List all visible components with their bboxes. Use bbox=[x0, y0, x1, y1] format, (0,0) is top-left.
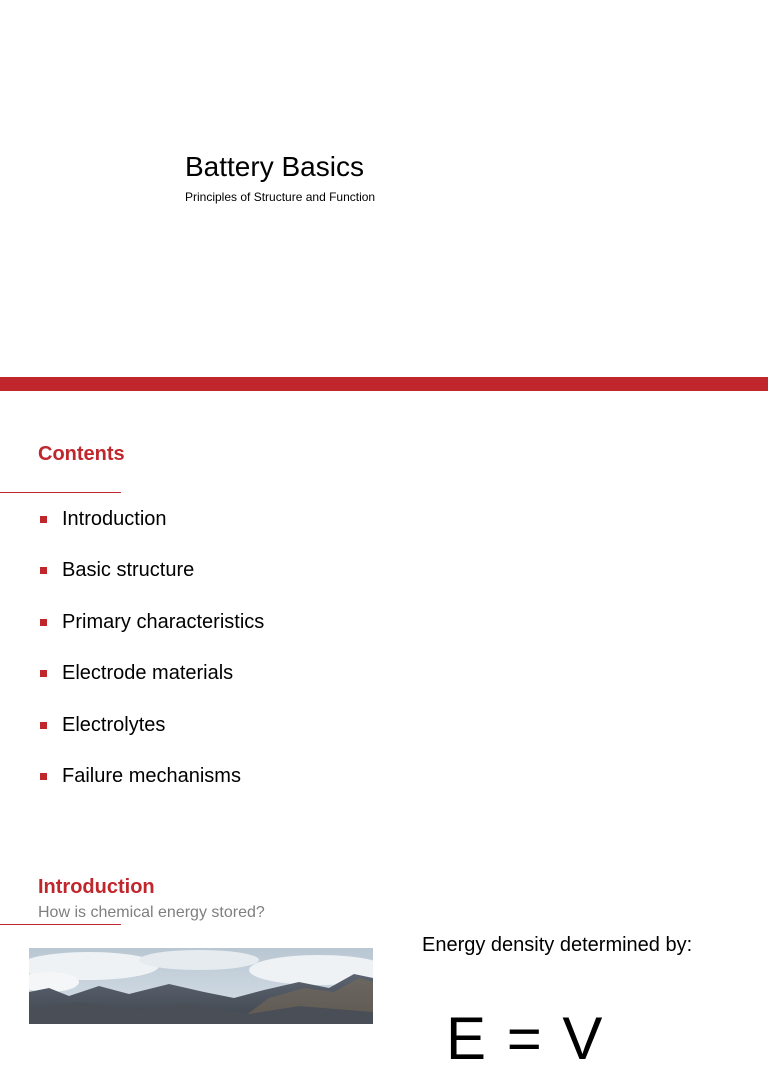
square-bullet-icon bbox=[40, 773, 47, 780]
contents-item-label: Electrode materials bbox=[62, 662, 234, 685]
mountain-landscape-image bbox=[29, 948, 373, 1024]
square-bullet-icon bbox=[40, 516, 47, 523]
square-bullet-icon bbox=[40, 670, 47, 677]
contents-heading: Contents bbox=[38, 443, 125, 465]
contents-item-label: Primary characteristics bbox=[62, 610, 265, 633]
contents-item-label: Failure mechanisms bbox=[62, 764, 241, 787]
introduction-subheading: How is chemical energy stored? bbox=[38, 904, 265, 921]
slide-subtitle: Principles of Structure and Function bbox=[185, 190, 376, 204]
introduction-heading: Introduction bbox=[38, 876, 155, 898]
slide-divider-bar bbox=[0, 377, 768, 391]
energy-density-text: Energy density determined by: bbox=[422, 934, 693, 956]
introduction-heading-rule bbox=[0, 924, 121, 925]
energy-formula: E = V bbox=[446, 1005, 605, 1072]
contents-heading-rule bbox=[0, 492, 121, 493]
square-bullet-icon bbox=[40, 619, 47, 626]
square-bullet-icon bbox=[40, 722, 47, 729]
square-bullet-icon bbox=[40, 567, 47, 574]
contents-item-label: Basic structure bbox=[62, 559, 195, 582]
contents-item-label: Introduction bbox=[62, 508, 167, 530]
contents-item-label: Electrolytes bbox=[62, 713, 166, 736]
slide-title: Battery Basics bbox=[185, 151, 364, 182]
